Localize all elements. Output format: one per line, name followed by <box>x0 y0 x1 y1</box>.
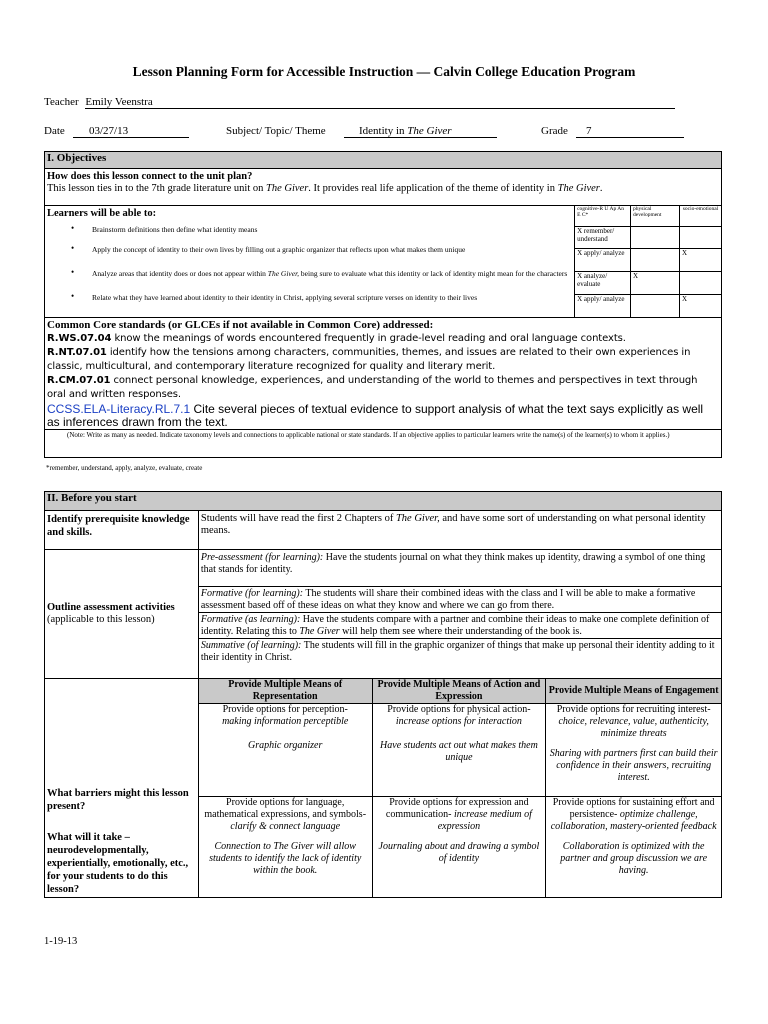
formative-2-text-1: Have the students compare with a partner and combine their ideas to make one complete definition of identity. Relating this to <box>200 614 710 637</box>
summative-text: The students will fill in the graphic organizer of things that make up personal their identity adding to it their identity in Christ. <box>200 640 715 663</box>
udl-cell-act-2 <box>372 797 546 898</box>
barriers-label: What barriers might this lesson present? <box>47 788 189 812</box>
taxonomy-note: *remember, understand, apply, analyze, evaluate, create <box>46 464 203 472</box>
formative-1-label: Formative (for learning): <box>200 588 304 599</box>
standard-text: identify how the tensions among characters, communities, themes, and issues are related to their own experiences in classic, multicultural, and contemporary literature recognized for quality and literary merit. <box>47 347 691 372</box>
before-table <box>44 491 722 898</box>
udl-cell-eng-2 <box>546 797 722 898</box>
objective-text-italic: The Giver, <box>267 269 300 278</box>
udl-act-2-italic: increase medium of expression <box>437 809 532 832</box>
teacher-row <box>44 96 675 109</box>
udl-cell-rep-1 <box>198 704 372 797</box>
connect-italic-2: The Giver <box>557 183 600 194</box>
objective-4-physical <box>631 295 680 318</box>
assessment-label: Outline assessment activities <box>47 602 175 613</box>
udl-rep-2-italic: clarify & connect language <box>230 821 341 832</box>
udl-act-2-line <box>375 797 544 833</box>
subject-label-wrap <box>226 125 326 137</box>
udl-act-2-text: Provide options for expression and communication- <box>385 797 529 820</box>
footer-date: 1-19-13 <box>44 936 78 947</box>
udl-act-1-italic: increase options for interaction <box>395 716 522 727</box>
formative-1-text: The students will share their combined ideas with the class and I will be able to make a formative assessment based off of these ideas on what they know and where we can go from there. <box>200 588 696 611</box>
udl-cell-rep-2 <box>198 797 372 898</box>
col-header-cognitive: cognitive-R U Ap An E C* <box>575 206 631 227</box>
udl-eng-1-text: Provide options for recruiting interest- <box>556 704 711 715</box>
objective-item <box>47 269 572 293</box>
udl-rep-1-text: Provide options for perception- <box>222 704 348 715</box>
prereq-text-2: and have some sort of understanding on what personal identity means. <box>200 513 706 536</box>
barriers-cell <box>45 679 199 898</box>
standard-item <box>47 346 719 374</box>
udl-header-action: Provide Multiple Means of Action and Expression <box>372 679 546 704</box>
subject-label: Subject/ Topic/ Theme <box>226 125 326 137</box>
objective-3-cognitive: X analyze/ evaluate <box>575 272 631 295</box>
udl-act-2-note: Journaling about and drawing a symbol of identity <box>378 841 540 864</box>
connect-text-2: . It provides real life application of the theme of identity in <box>308 183 558 194</box>
formative-2-cell <box>198 613 721 639</box>
formative-2-label: Formative (as learning): <box>200 614 301 625</box>
udl-eng-2-note: Collaboration is optimized with the partner and group discussion we are having. <box>560 841 708 876</box>
what-will-it-take-label: What will it take – neurodevelopmentally, experientially, emotionally, etc., for your students to do this lesson? <box>47 832 189 895</box>
standards-cell <box>45 318 722 430</box>
unit-connection-cell <box>45 169 722 206</box>
col-header-physical: physical development <box>631 206 680 227</box>
before-header: II. Before you start <box>45 492 722 511</box>
udl-rep-2-text: Provide options for language, mathematical expressions, and symbols- <box>204 797 367 820</box>
prereq-text <box>198 511 721 550</box>
date-field <box>73 125 189 138</box>
formative-2-italic: The Giver <box>299 626 340 637</box>
standard-item <box>47 374 719 402</box>
standard-code: R.NT.07.01 <box>47 347 107 358</box>
summative-cell <box>198 639 721 679</box>
formative-1-cell <box>198 587 721 613</box>
udl-act-1-text: Provide options for physical action- <box>387 704 531 715</box>
udl-rep-2-note: Connection to The Giver will allow students to identify the lack of identity within the book. <box>209 841 362 876</box>
ccss-standard <box>47 403 719 429</box>
standard-code: R.CM.07.01 <box>47 375 111 386</box>
standard-item <box>47 332 719 346</box>
udl-header-engagement: Provide Multiple Means of Engagement <box>546 679 722 704</box>
udl-eng-2-italic: optimize challenge, collaboration, mastery-oriented feedback <box>550 809 717 832</box>
subject-value-italic: The Giver <box>407 125 452 137</box>
note-text: (Note: Write as many as needed. Indicate taxonomy levels and connections to applicable national or state standards. If an objective applies to particular learners write the name(s) of the learner(s) to whom it applies.) <box>67 431 670 439</box>
note-cell <box>45 430 722 458</box>
grade-value: 7 <box>586 125 592 137</box>
standards-heading: Common Core standards (or GLCEs if not available in Common Core) addressed: <box>47 319 434 331</box>
udl-eng-1-note: Sharing with partners first can build their confidence in their answers, recruiting interest. <box>549 748 718 783</box>
standard-text: connect personal knowledge, experiences, and understanding of the world to themes and perspectives in text through oral and written responses. <box>47 375 698 400</box>
objective-4-socio: X <box>680 295 722 318</box>
udl-eng-1-italic: choice, relevance, value, authenticity, minimize threats <box>558 716 709 739</box>
objective-1-physical <box>631 227 680 249</box>
objective-1-cognitive: X remember/ understand <box>575 227 631 249</box>
objective-1-socio <box>680 227 722 249</box>
pre-assessment-text: Have the students journal on what they think makes up identity, drawing a symbol of one thing that stands for identity. <box>200 552 706 575</box>
grade-field <box>576 125 684 138</box>
connect-italic-1: The Giver <box>266 183 309 194</box>
udl-eng-2-line <box>548 797 719 833</box>
ccss-link[interactable]: CCSS.ELA-Literacy.RL.7.1 <box>47 402 191 416</box>
objective-item: • Relate what they have learned about identity to their identity in Christ, applying several scripture verses on identity to their lives <box>47 293 572 302</box>
date-label-wrap <box>44 125 65 137</box>
col-header-socio: socio-emotional <box>680 206 722 227</box>
formative-2-text-2: will help them see where their understanding of the book is. <box>339 626 582 637</box>
connect-text-1: This lesson ties in to the 7th grade literature unit on <box>47 183 266 194</box>
grade-label: Grade <box>541 125 568 137</box>
objective-item: • Apply the concept of identity to their own lives by filling out a graphic organizer that reflects upon what makes them unique <box>47 245 572 269</box>
form-title: Lesson Planning Form for Accessible Instruction — Calvin College Education Program <box>132 64 636 79</box>
subject-field <box>344 125 497 138</box>
pre-assessment-cell <box>198 550 721 587</box>
subject-value-prefix: Identity in <box>359 125 408 137</box>
objective-text-prefix: Analyze areas that identity does or does not appear within <box>92 269 268 278</box>
objective-3-socio <box>680 272 722 295</box>
teacher-label: Teacher <box>44 96 79 108</box>
udl-cell-act-1 <box>372 704 546 797</box>
udl-eng-2-text: Provide options for sustaining effort and persistence- <box>552 797 715 820</box>
assessment-label-cell <box>45 550 199 679</box>
udl-act-1-note: Have students act out what makes them unique <box>380 740 538 763</box>
teacher-field <box>85 96 675 109</box>
udl-rep-1-italic: making information perceptible <box>222 716 349 727</box>
objective-2-cognitive: X apply/ analyze <box>575 249 631 272</box>
objective-item: • Brainstorm definitions then define what identity means <box>47 225 572 245</box>
prereq-text-1: Students will have read the first 2 Chapters of <box>200 513 396 524</box>
udl-rep-1-note: Graphic organizer <box>248 740 323 751</box>
objective-4-cognitive: X apply/ analyze <box>575 295 631 318</box>
prereq-label: Identify prerequisite knowledge and skills. <box>45 511 199 550</box>
udl-rep-2-line <box>201 797 370 833</box>
objective-2-socio: X <box>680 249 722 272</box>
connect-text-3: . <box>599 183 603 194</box>
objectives-header: I. Objectives <box>45 152 722 169</box>
date-label: Date <box>44 125 65 137</box>
assessment-sub: (applicable to this lesson) <box>47 614 155 625</box>
unit-connection-text <box>47 183 719 195</box>
objectives-table <box>44 151 722 458</box>
standard-text: know the meanings of words encountered frequently in grade-level reading and oral language contexts. <box>111 333 626 344</box>
udl-cell-eng-1 <box>546 704 722 797</box>
unit-connection-question: How does this lesson connect to the unit plan? <box>47 171 253 182</box>
learners-heading: Learners will be able to: <box>47 208 157 219</box>
standard-code: R.WS.07.04 <box>47 333 112 344</box>
udl-header-representation: Provide Multiple Means of Representation <box>198 679 372 704</box>
objectives-list <box>47 225 572 302</box>
prereq-text-italic: The Giver, <box>395 513 440 524</box>
learners-cell <box>45 206 575 318</box>
pre-assessment-label: Pre-assessment (for learning): <box>200 552 324 563</box>
date-value: 03/27/13 <box>89 125 129 137</box>
objective-3-physical: X <box>631 272 680 295</box>
objective-text-suffix: being sure to evaluate what this identity or lack of identity might mean for the characters <box>299 269 568 278</box>
grade-label-wrap <box>541 125 568 137</box>
teacher-value: Emily Veenstra <box>85 96 153 108</box>
summative-label: Summative (of learning): <box>200 640 302 651</box>
objective-2-physical <box>631 249 680 272</box>
ccss-text: Cite several pieces of textual evidence to support analysis of what the text says explicitly as well as inferences drawn from the text. <box>47 402 704 429</box>
